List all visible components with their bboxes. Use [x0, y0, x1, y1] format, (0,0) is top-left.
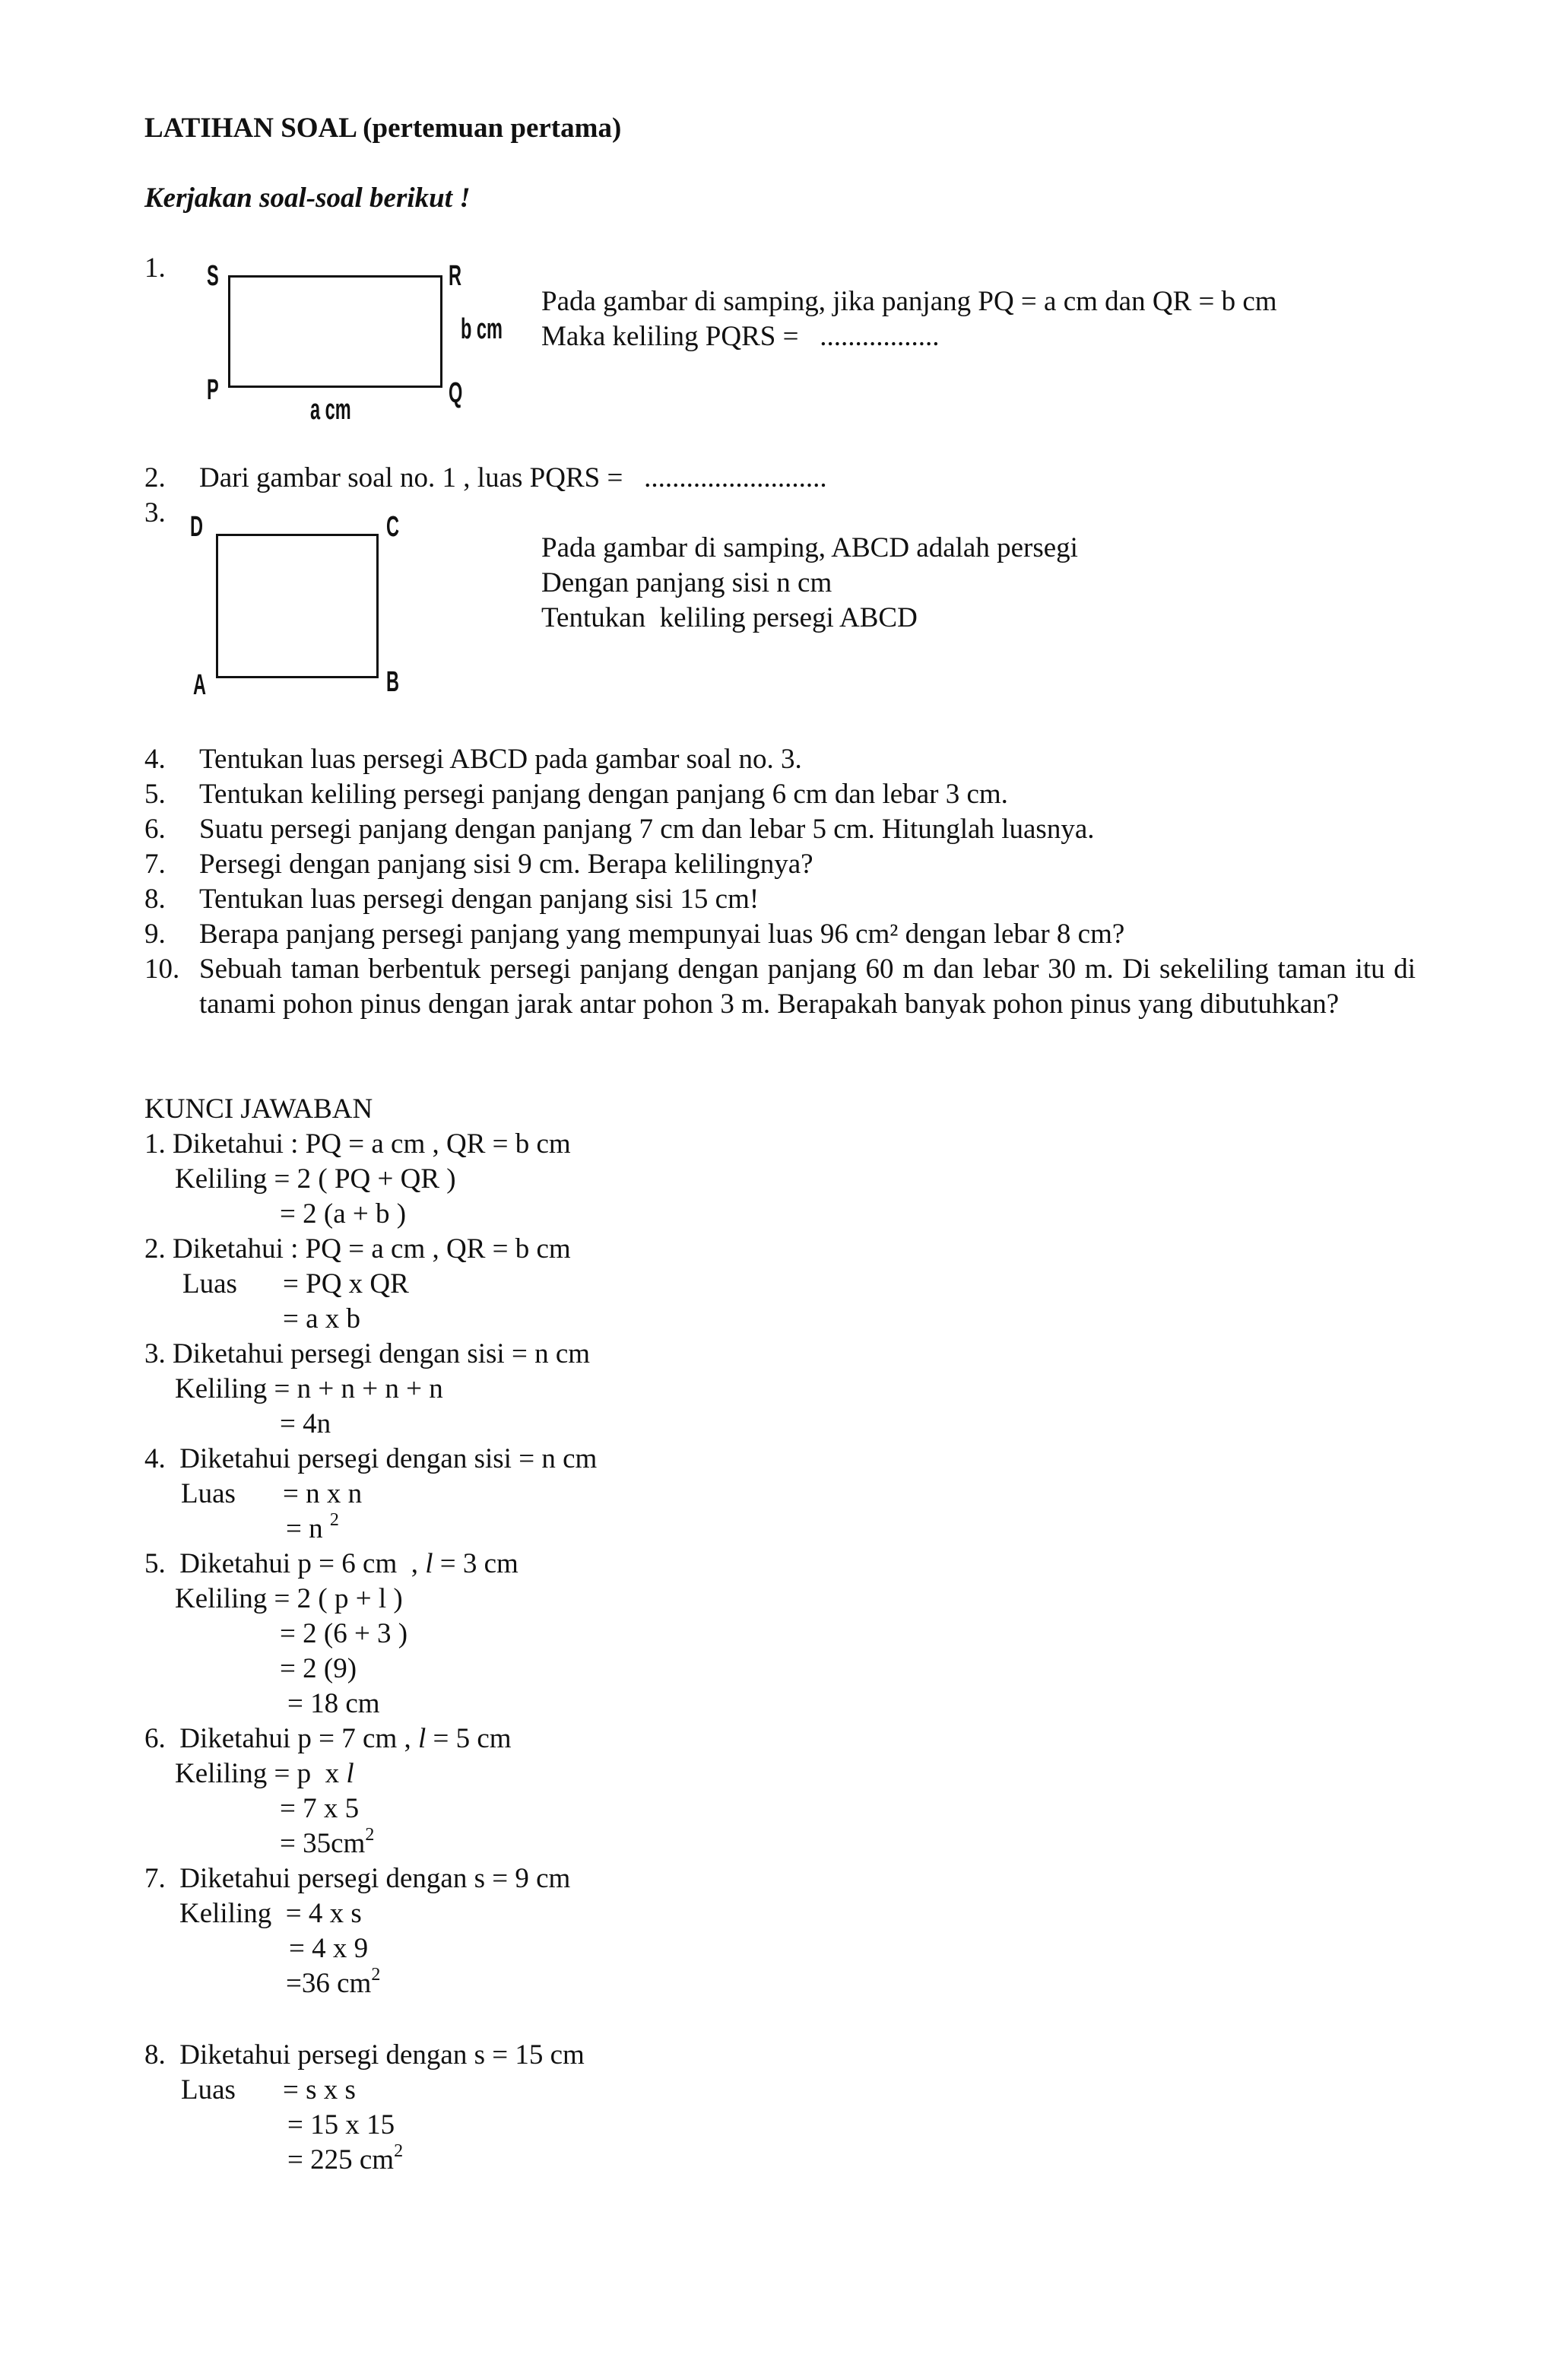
q3-line1: Pada gambar di samping, ABCD adalah persegi: [541, 532, 1078, 563]
answer-line: 5. Diketahui p = 6 cm , l = 3 cm: [144, 1548, 518, 1579]
answer-line: = 18 cm: [287, 1688, 380, 1719]
answer-line: = n $^2$: [286, 1509, 339, 1544]
q1-number: 1.: [144, 252, 166, 284]
page-title: LATIHAN SOAL (pertemuan pertama): [144, 113, 622, 144]
question-number: 9.: [144, 919, 166, 950]
answer-line: = 15 x 15: [287, 2109, 395, 2140]
answer-line: 3. Diketahui persegi dengan sisi = n cm: [144, 1338, 591, 1369]
answer-line: = $35cm^2$: [280, 1824, 375, 1859]
answer-line: Keliling = 2 ( PQ + QR ): [175, 1163, 456, 1195]
answer-line: = PQ x QR: [283, 1268, 409, 1299]
answer-line: Keliling = 4 x s: [179, 1898, 362, 1929]
question-number: 6.: [144, 814, 166, 845]
answer-line: = 2 (6 + 3 ): [280, 1618, 408, 1649]
q3-line2: Dengan panjang sisi n cm: [541, 567, 832, 598]
answer-line: = 4 x 9: [289, 1933, 369, 1964]
question-number: 8.: [144, 884, 166, 915]
instruction: Kerjakan soal-soal berikut !: [144, 182, 471, 214]
answer-line: = 2 (9): [280, 1653, 357, 1684]
label-side-b: b cm: [461, 313, 503, 345]
q1-line1: Pada gambar di samping, jika panjang PQ = a cm dan QR = b cm: [541, 286, 1277, 317]
answer-line: Luas: [181, 2074, 236, 2106]
q3-line3: Tentukan keliling persegi ABCD: [541, 602, 918, 633]
label-q: Q: [449, 377, 463, 409]
question-text: Suatu persegi panjang dengan panjang 7 cm dan lebar 5 cm. Hitunglah luasnya.: [199, 814, 1095, 845]
answer-line: = 225 $cm^2$: [287, 2140, 404, 2175]
answer-line: =36 $cm^2$: [286, 1964, 381, 1999]
answer-line: Keliling = n + n + n + n: [175, 1373, 443, 1404]
question-text: Tentukan keliling persegi panjang dengan panjang 6 cm dan lebar 3 cm.: [199, 779, 1008, 810]
label-c: C: [386, 511, 400, 543]
question-number: 4.: [144, 744, 166, 775]
q10-text: Sebuah taman berbentuk persegi panjang dengan panjang 60 m dan lebar 30 m. Di sekeliling taman itu di tanami pohon pinus dengan jarak antar pohon 3 m. Berapakah banyak pohon pinus yang dibutuhkan?: [199, 954, 1416, 1020]
answer-line: = 4n: [280, 1408, 331, 1439]
question-number: 7.: [144, 849, 166, 880]
answer-line: = 7 x 5: [280, 1793, 360, 1824]
square-abcd: [216, 534, 379, 678]
label-a: A: [193, 669, 207, 701]
answer-line: = a x b: [283, 1303, 361, 1334]
label-d: D: [190, 511, 204, 543]
q2-text: Dari gambar soal no. 1 , luas PQRS = ..........................: [199, 462, 827, 493]
rectangle-pqrs: [228, 275, 442, 388]
answer-line: 8. Diketahui persegi dengan s = 15 cm: [144, 2039, 585, 2071]
label-p: P: [207, 374, 219, 406]
answer-key-title: KUNCI JAWABAN: [144, 1093, 373, 1125]
q3-number: 3.: [144, 497, 166, 528]
question-text: Berapa panjang persegi panjang yang mempunyai luas 96 cm² dengan lebar 8 cm?: [199, 919, 1125, 950]
answer-line: 2. Diketahui : PQ = a cm , QR = b cm: [144, 1233, 571, 1265]
question-text: Tentukan luas persegi ABCD pada gambar soal no. 3.: [199, 744, 802, 775]
label-side-a: a cm: [310, 394, 351, 426]
answer-line: = n x n: [283, 1478, 363, 1509]
label-s: S: [207, 260, 219, 292]
answer-line: 7. Diketahui persegi dengan s = 9 cm: [144, 1863, 571, 1894]
answer-line: 6. Diketahui p = 7 cm , l = 5 cm: [144, 1723, 512, 1754]
label-r: R: [449, 260, 462, 292]
q2-number: 2.: [144, 462, 166, 493]
answer-line: Keliling = p x l: [175, 1758, 354, 1789]
answer-line: 1. Diketahui : PQ = a cm , QR = b cm: [144, 1128, 571, 1160]
answer-line: 4. Diketahui persegi dengan sisi = n cm: [144, 1443, 598, 1474]
question-text: Persegi dengan panjang sisi 9 cm. Berapa kelilingnya?: [199, 849, 813, 880]
q10-number: 10.: [144, 954, 180, 985]
answer-line: Luas: [181, 1478, 236, 1509]
question-text: Tentukan luas persegi dengan panjang sisi 15 cm!: [199, 884, 759, 915]
q1-line2: Maka keliling PQRS = .................: [541, 321, 940, 352]
answer-line: Keliling = 2 ( p + l ): [175, 1583, 403, 1614]
answer-line: = s x s: [283, 2074, 356, 2106]
answer-line: Luas: [182, 1268, 237, 1299]
question-number: 5.: [144, 779, 166, 810]
label-b: B: [386, 666, 400, 698]
answer-line: = 2 (a + b ): [280, 1198, 407, 1230]
